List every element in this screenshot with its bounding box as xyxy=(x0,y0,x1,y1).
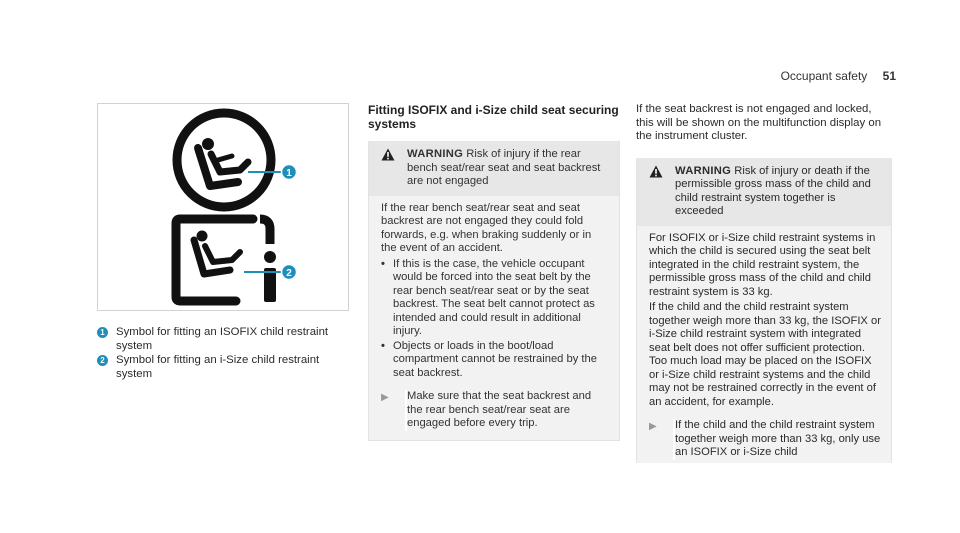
isofix-child-seat-icon xyxy=(177,113,271,207)
callout-1: 1 xyxy=(286,168,292,179)
warning-heading: Risk of injury or death if the permissible gross mass of the child and child restraint system together is exceeded xyxy=(675,164,871,218)
caption-number: 2 xyxy=(97,355,108,366)
warning-triangle-icon xyxy=(649,165,663,178)
warning-header xyxy=(637,158,891,226)
child-seat-symbols xyxy=(98,104,350,312)
bullet-icon: • xyxy=(381,257,385,270)
warning-paragraph: If the rear bench seat/rear seat and seat backrest are not engaged they could fold forwards, e.g. when braking suddenly or in the event of an accident. xyxy=(381,201,592,254)
action-arrow-icon: ▶ xyxy=(649,421,657,433)
warning-heading: Risk of injury if the rear bench seat/rear seat and seat backrest are not engaged xyxy=(407,148,601,187)
warning-paragraph: If the child and the child restraint system together weigh more than 33 kg, the ISOFIX or i-Size child restraint system with integrated seat belt does not offer sufficient protection. Too much load may be placed on the ISOFIX or i-Size child restraint systems and the child may not be restrained correctly in the event of an accident, for example. xyxy=(649,301,881,408)
i-size-child-seat-icon xyxy=(176,219,276,302)
page-header xyxy=(781,69,896,83)
caption-text: Symbol for fitting an i-Size child restraint system xyxy=(116,354,320,380)
column-middle xyxy=(368,103,620,441)
action-step xyxy=(649,419,881,463)
warning-body xyxy=(637,226,891,469)
bullet-item xyxy=(381,340,609,381)
figure-captions xyxy=(97,326,357,382)
caption-number: 1 xyxy=(97,327,108,338)
action-text: If the child and the child restraint system together weigh more than 33 kg, only use an ISOFIX or i-Size child xyxy=(675,419,881,459)
section-heading: Fitting ISOFIX and i-Size child seat securing systems xyxy=(368,103,619,131)
column-right xyxy=(636,103,892,463)
warning-triangle-icon xyxy=(381,148,395,161)
action-text: Make sure that the seat backrest and the rear bench seat/rear seat are engaged before every trip. xyxy=(405,390,609,431)
action-step xyxy=(381,390,609,434)
caption-item xyxy=(97,354,357,381)
bullet-item xyxy=(381,258,609,339)
bullet-icon: • xyxy=(381,339,385,352)
section-title: Occupant safety xyxy=(780,69,868,83)
symbol-figure xyxy=(97,103,349,311)
caption-text: Symbol for fitting an ISOFIX child restraint system xyxy=(116,326,329,352)
warning-header xyxy=(369,141,619,196)
warning-body xyxy=(369,196,619,440)
page-number: 51 xyxy=(882,69,896,83)
intro-paragraph: If the seat backrest is not engaged and locked, this will be shown on the multifunction display on the instrument cluster. xyxy=(636,103,882,143)
bullet-text: If this is the case, the vehicle occupant would be forced into the seat belt by the rear bench seat/rear seat or by the seat backrest. The seat belt cannot protect as intended and could result in additional injury. xyxy=(393,257,595,337)
action-arrow-icon: ▶ xyxy=(381,392,389,403)
warning-label: WARNING xyxy=(675,164,732,177)
warning-label: WARNING xyxy=(407,148,464,160)
warning-paragraph: For ISOFIX or i-Size child restraint systems in which the child is secured using the seat belt integrated in the child restraint system, the permissible gross mass of the child and child restraint system is 33 kg. xyxy=(649,231,876,298)
warning-box xyxy=(636,158,892,463)
warning-bullets xyxy=(381,258,609,381)
callout-2: 2 xyxy=(286,268,292,279)
warning-box xyxy=(368,141,620,441)
bullet-text: Objects or loads in the boot/load compartment cannot be restrained by the seat backrest. xyxy=(393,339,597,379)
caption-item xyxy=(97,326,357,353)
